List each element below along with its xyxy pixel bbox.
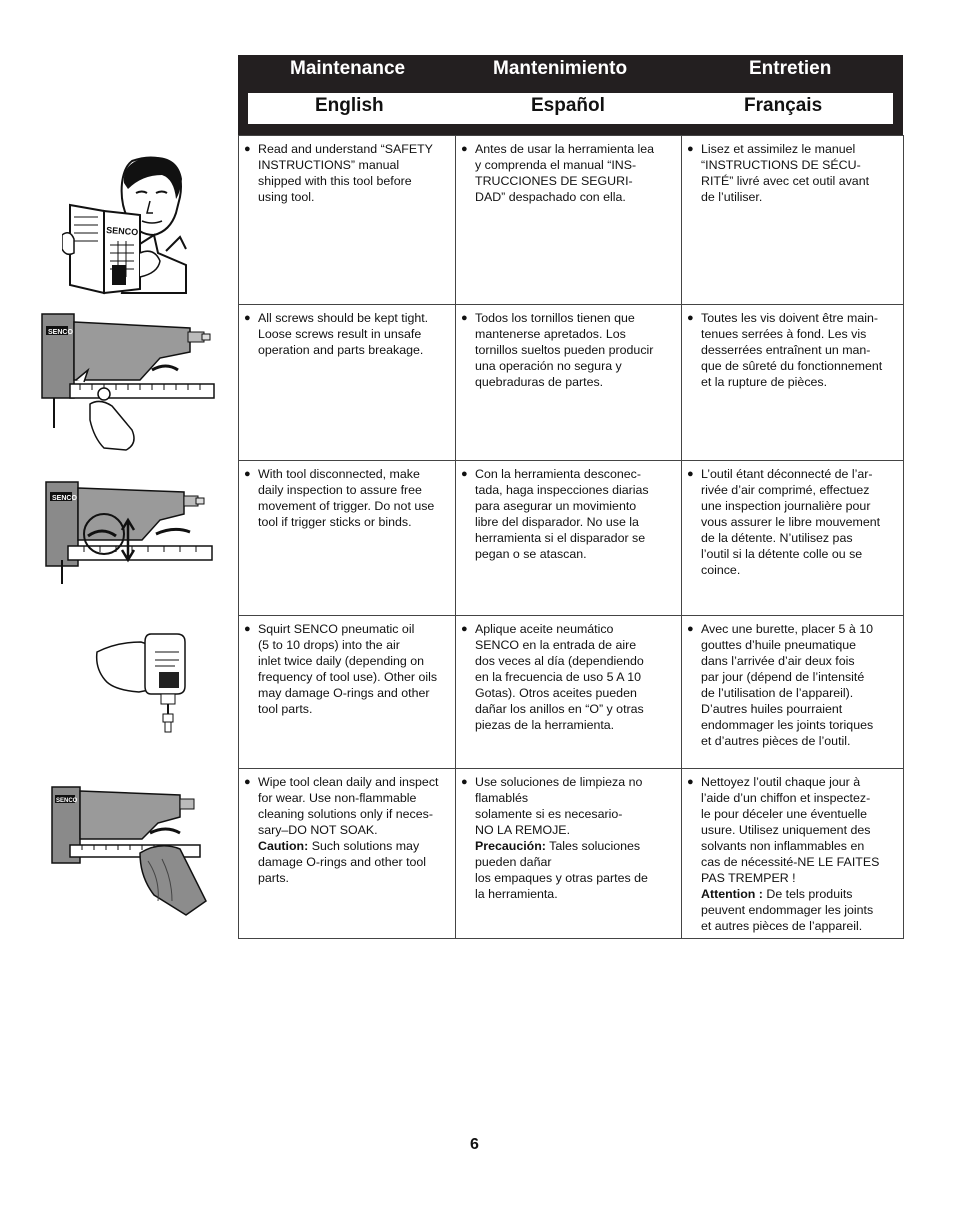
title-entretien: Entretien [749, 58, 832, 79]
title-mantenimiento: Mantenimiento [493, 58, 628, 79]
cell-en: ● With tool disconnected, make daily inspection to assure free movement of trigger. Do not use tool if trigger sticks or binds. [239, 461, 456, 616]
bullet-icon: ● [687, 776, 694, 788]
cell-es: ● Todos los tornillos tienen que mantenerse apretados. Los tornillos sueltos pueden producir una operación no segura y quebraduras de partes. [456, 305, 682, 461]
cell-fr: ● Toutes les vis doivent être main- tenues serrées à fond. Les vis desserrées entraînent un man- que de sûreté du fonctionnement et la rupture de pièces. [682, 305, 904, 461]
title-maintenance: Maintenance [290, 58, 406, 79]
lang-english: English [315, 95, 384, 116]
header-band [238, 55, 903, 135]
bullet-icon: ● [461, 623, 468, 635]
lang-francais: Français [744, 95, 823, 116]
man-reading-manual-illustration [62, 153, 187, 295]
cell-fr: ● L’outil étant déconnecté de l’ar- rivée d’air comprimé, effectuez une inspection journalière pour vous assurer le libre mouvement de la détente. N’utilisez pas l’outil si la détente colle ou se coince. [682, 461, 904, 616]
cell-en: ● Wipe tool clean daily and inspect for wear. Use non-flammable cleaning solutions only if neces- sary–DO NOT SOAK. Caution: Such solutions may damage O-rings and other tool parts. [239, 769, 456, 939]
bullet-icon: ● [461, 776, 468, 788]
bullet-icon: ● [461, 468, 468, 480]
table-row [239, 769, 904, 939]
page-number: 6 [470, 1136, 479, 1153]
lang-espanol: Español [531, 95, 605, 116]
bullet-icon: ● [687, 623, 694, 635]
bullet-icon: ● [461, 143, 468, 155]
stapler-screw-tightening-illustration [40, 310, 218, 455]
tool-brand-label: SENCO [48, 329, 73, 336]
tool-brand-label: SENCO [56, 798, 78, 804]
bullet-icon: ● [244, 468, 251, 480]
table-row [239, 616, 904, 769]
bullet-icon: ● [244, 623, 251, 635]
bullet-icon: ● [687, 312, 694, 324]
cell-fr: ● Avec une burette, placer 5 à 10 gouttes d’huile pneumatique dans l’arrivée d’air deux fois par jour (dépend de l’intensité de l’utilisation de l’appareil). D’autres huiles pourraient endommager les joints toriques et d’autres pièces de l’outil. [682, 616, 904, 769]
manual-brand-label: SENCO [105, 225, 139, 238]
table-row [239, 305, 904, 461]
bullet-icon: ● [687, 143, 694, 155]
cell-en: ● All screws should be kept tight. Loose screws result in unsafe operation and parts breakage. [239, 305, 456, 461]
table-row [239, 136, 904, 305]
cell-es: ● Aplique aceite neumático SENCO en la entrada de aire dos veces al día (dependiendo en la frecuencia de uso 5 A 10 Gotas). Otros aceites pueden dañar los anillos en “O” y otras piezas de la herramienta. [456, 616, 682, 769]
stapler-wipe-cleaning-illustration [50, 783, 210, 918]
maintenance-table [238, 135, 904, 939]
cell-es: ● Antes de usar la herramienta lea y comprenda el manual “INS- TRUCCIONES DE SEGURI- DAD” despachado con ella. [456, 136, 682, 305]
cell-es: ● Con la herramienta desconec- tada, haga inspecciones diarias para asegurar un movimiento libre del disparador. No use la herramienta si el disparador se pegan o se atascan. [456, 461, 682, 616]
oil-bottle-illustration [95, 630, 195, 734]
cell-es: ● Use soluciones de limpieza no flamablés solamente si es necesario- NO LA REMOJE. Precaución: Tales soluciones pueden dañar los empaques y otras partes de la herramienta. [456, 769, 682, 939]
tool-brand-label: SENCO [52, 495, 77, 502]
bullet-icon: ● [244, 312, 251, 324]
stapler-trigger-inspection-illustration [44, 478, 216, 586]
language-bar [248, 93, 893, 124]
bullet-icon: ● [244, 776, 251, 788]
cell-en: ● Squirt SENCO pneumatic oil (5 to 10 drops) into the air inlet twice daily (depending on frequency of tool use). Other oils may damage O-rings and other tool parts. [239, 616, 456, 769]
bullet-icon: ● [687, 468, 694, 480]
bullet-icon: ● [461, 312, 468, 324]
cell-fr: ● Nettoyez l’outil chaque jour à l’aide d’un chiffon et inspectez- le pour déceler une éventuelle usure. Utilisez uniquement des solvants non inflammables en cas de nécessité-NE LE FAITES PAS TREMPER ! Attention : De tels produits peuvent endommager les joints et autres pièces de l’appareil. [682, 769, 904, 939]
bullet-icon: ● [244, 143, 251, 155]
cell-en: ● Read and understand “SAFETY INSTRUCTIONS” manual shipped with this tool before using tool. [239, 136, 456, 305]
table-row [239, 461, 904, 616]
cell-fr: ● Lisez et assimilez le manuel “INSTRUCTIONS DE SÉCU- RITÉ” livré avec cet outil avant de l’utiliser. [682, 136, 904, 305]
